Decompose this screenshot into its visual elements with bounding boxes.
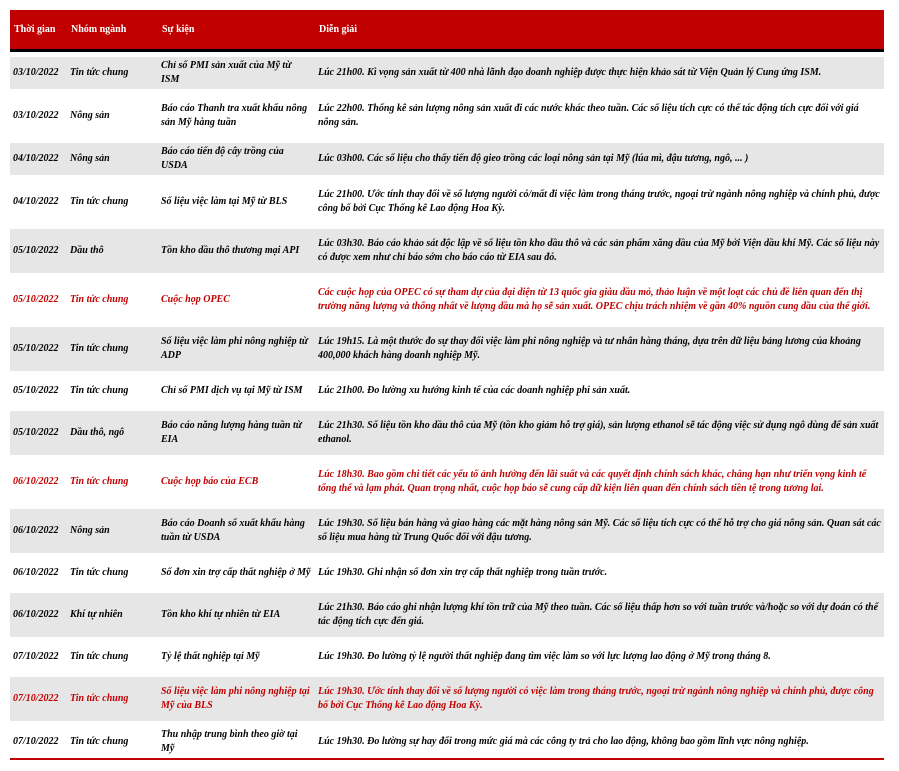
table-row (10, 411, 884, 455)
row-description: Lúc 21h00. Kì vọng sản xuất từ 400 nhà lãnh đạo doanh nghiệp được thực hiện khảo sát từ Viện Quản lý Cung ứng ISM. (318, 66, 822, 78)
row-group: Tin tức chung (70, 692, 129, 704)
row-description: Lúc 18h30. Bao gồm chi tiết các yếu tố ảnh hưởng đến lãi suất và các quyết định chính sách khác, chẳng hạn như triển vọng kinh tế tổng thể và lạm phát. Quan trọng nhất, cuộc họp báo sẽ cung cấp dữ kiện liên quan đến chính sách tiền tệ trong tương lai. (318, 468, 867, 494)
row-event: Chỉ số PMI sản xuất của Mỹ từ ISM (161, 59, 292, 85)
row-date: 07/10/2022 (13, 650, 59, 662)
row-group: Khí tự nhiên (70, 608, 123, 620)
row-group: Tin tức chung (70, 650, 129, 662)
row-description: Lúc 03h30. Báo cáo khảo sát độc lập về số liệu tồn kho dầu thô và các sản phẩm xăng dầu của Mỹ bởi Viện dầu khí Mỹ. Các số liệu này có được xem như chỉ báo sớm cho báo cáo từ EIA sau đó. (318, 237, 880, 263)
table-row (10, 229, 884, 273)
row-event: Tồn kho dầu thô thương mại API (161, 244, 300, 256)
row-group: Dầu thô (70, 244, 104, 256)
row-event: Báo cáo năng lượng hàng tuần từ EIA (161, 419, 302, 445)
row-group: Tin tức chung (70, 66, 129, 78)
row-date: 06/10/2022 (13, 608, 59, 620)
row-date: 03/10/2022 (13, 109, 59, 121)
row-description: Lúc 21h30. Số liệu tồn kho dầu thô của Mỹ (tồn kho giảm hỗ trợ giá), sản lượng ethanol sẽ tác động việc sử dụng ngô dùng để sản xuất ethanol. (318, 419, 879, 445)
row-description: Các cuộc họp của OPEC có sự tham dự của đại diện từ 13 quốc gia giàu dầu mỏ, thảo luận về một loạt các chủ đề liên quan đến thị trường năng lượng và thống nhất về lượng dầu mà họ sẽ sản xuất. OPEC chịu trách nhiệm về gần 40% nguồn cung dầu của thế giới. (318, 286, 871, 312)
row-description: Lúc 21h00. Ước tính thay đổi về số lượng người có/mất đi việc làm trong tháng trước, ngoại trừ ngành nông nghiệp và chính phủ, được công bố bởi Cục Thống kê Lao động Hoa Kỳ. (318, 188, 880, 214)
header-row (10, 10, 884, 50)
row-event: Báo cáo Thanh tra xuất khẩu nông sản Mỹ hàng tuần (161, 102, 308, 128)
row-event: Số liệu việc làm phi nông nghiệp tại Mỹ của BLS (161, 685, 310, 711)
row-date: 04/10/2022 (13, 195, 59, 207)
table-row (10, 677, 884, 721)
header-group: Nhóm ngành (67, 10, 158, 50)
row-event: Số đơn xin trợ cấp thất nghiệp ở Mỹ (161, 566, 311, 578)
row-date: 03/10/2022 (13, 66, 59, 78)
row-description: Lúc 22h00. Thống kê sản lượng nông sản xuất đi các nước khác theo tuần. Các số liệu tích cực có thể tác động tích cực đối với giá nông sản. (318, 102, 859, 128)
row-event: Số liệu việc làm phi nông nghiệp từ ADP (161, 335, 308, 361)
row-date: 05/10/2022 (13, 384, 59, 396)
header-description: Diễn giải (315, 10, 884, 50)
row-group: Tin tức chung (70, 195, 129, 207)
row-group: Tin tức chung (70, 342, 129, 354)
table-row (10, 143, 884, 175)
row-group: Tin tức chung (70, 475, 129, 487)
row-group: Tin tức chung (70, 566, 129, 578)
row-event: Báo cáo Doanh số xuất khẩu hàng tuần từ USDA (161, 517, 305, 543)
row-date: 06/10/2022 (13, 524, 59, 536)
row-group: Dầu thô, ngô (70, 426, 125, 438)
table-bottom-rule (10, 758, 884, 760)
row-date: 06/10/2022 (13, 475, 59, 487)
row-event: Cuộc họp báo của ECB (161, 475, 259, 487)
row-description: Lúc 19h30. Đo lường sự hay đổi trong mức giá mà các công ty trả cho lao động, không bao gồm lĩnh vực nông nghiệp. (318, 735, 809, 747)
row-event: Cuộc họp OPEC (161, 293, 230, 305)
row-event: Báo cáo tiến độ cây trồng của USDA (161, 145, 284, 171)
header-date: Thời gian (10, 10, 67, 50)
row-date: 05/10/2022 (13, 426, 59, 438)
row-description: Lúc 21h00. Đo lường xu hướng kinh tế của các doanh nghiệp phi sản xuất. (318, 384, 631, 396)
table-row (10, 376, 884, 406)
header-event: Sự kiện (158, 10, 315, 50)
row-description: Lúc 21h30. Báo cáo ghi nhận lượng khí tồn trữ của Mỹ theo tuần. Các số liệu thấp hơn so với tuần trước và/hoặc so với dự đoán có thể tác động tích cực đến giá. (318, 601, 879, 627)
event-table (10, 10, 884, 758)
row-date: 04/10/2022 (13, 152, 59, 164)
row-date: 05/10/2022 (13, 244, 59, 256)
event-calendar (10, 10, 884, 760)
row-description: Lúc 19h30. Ước tính thay đổi về số lượng người có việc làm trong tháng trước, ngoại trừ ngành nông nghiệp và chính phủ, được công bố bởi Cục Thống kê Lao động Hoa Kỳ. (318, 685, 874, 711)
row-date: 06/10/2022 (13, 566, 59, 578)
row-group: Tin tức chung (70, 735, 129, 747)
table-row (10, 180, 884, 224)
row-date: 05/10/2022 (13, 293, 59, 305)
row-group: Nông sản (70, 109, 110, 121)
table-row (10, 593, 884, 637)
row-date: 07/10/2022 (13, 735, 59, 747)
row-description: Lúc 19h30. Số liệu bán hàng và giao hàng các mặt hàng nông sản Mỹ. Các số liệu tích cực có thể hỗ trợ cho giá nông sản. Quan sát các số liệu mua hàng từ Trung Quốc đối với đậu tương. (318, 517, 881, 543)
row-group: Tin tức chung (70, 384, 129, 396)
row-description: Lúc 19h15. Là một thước đo sự thay đổi việc làm phi nông nghiệp và tư nhân hàng tháng, dựa trên dữ liệu bảng lương của khoảng 400,000 khách hàng doanh nghiệp Mỹ. (318, 335, 861, 361)
row-date: 05/10/2022 (13, 342, 59, 354)
table-row (10, 642, 884, 672)
row-event: Số liệu việc làm tại Mỹ từ BLS (161, 195, 288, 207)
row-event: Tỷ lệ thất nghiệp tại Mỹ (161, 650, 260, 662)
table-row (10, 57, 884, 89)
row-group: Nông sản (70, 152, 110, 164)
table-row (10, 327, 884, 371)
table-row (10, 94, 884, 138)
row-event: Chỉ số PMI dịch vụ tại Mỹ từ ISM (161, 384, 303, 396)
table-row (10, 460, 884, 504)
row-description: Lúc 19h30. Đo lường tỷ lệ người thất nghiệp đang tìm việc làm so với lực lượng lao động ở Mỹ trong tháng 8. (318, 650, 771, 662)
row-date: 07/10/2022 (13, 692, 59, 704)
row-description: Lúc 19h30. Ghi nhận số đơn xin trợ cấp thất nghiệp trong tuần trước. (318, 566, 608, 578)
row-group: Nông sản (70, 524, 110, 536)
row-event: Tồn kho khí tự nhiên từ EIA (161, 608, 281, 620)
row-description: Lúc 03h00. Các số liệu cho thấy tiến độ gieo trồng các loại nông sản tại Mỹ (lúa mì, đậu tương, ngô, ... ) (318, 152, 749, 164)
table-row (10, 726, 884, 758)
table-row (10, 509, 884, 553)
table-row (10, 558, 884, 588)
row-group: Tin tức chung (70, 293, 129, 305)
table-row (10, 278, 884, 322)
row-event: Thu nhập trung bình theo giờ tại Mỹ (161, 728, 298, 754)
